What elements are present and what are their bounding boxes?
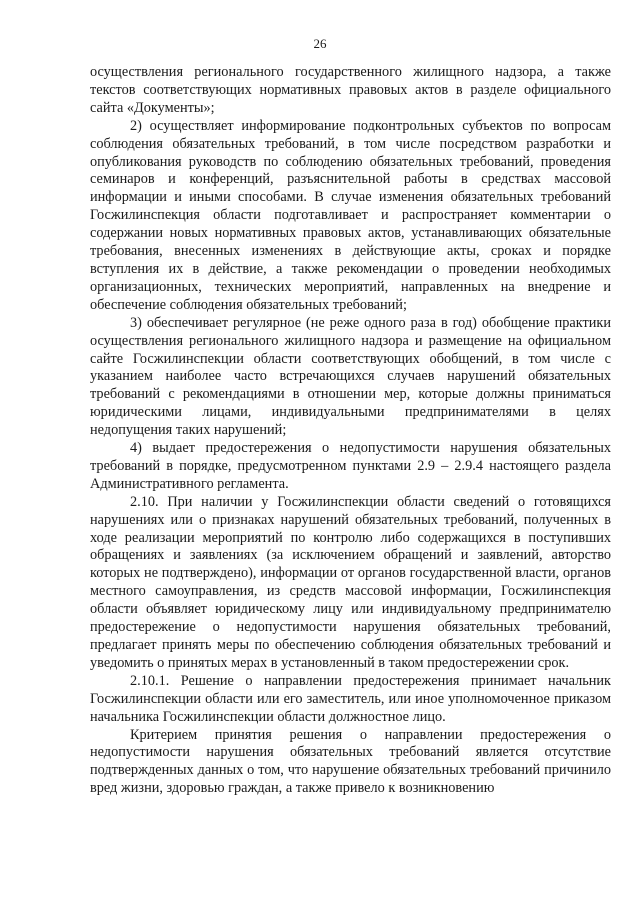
document-body xyxy=(90,64,611,798)
paragraph-continuation: осуществления регионального государственного жилищного надзора, а также текстов соответствующих нормативных правовых актов в разделе официального сайта «Документы»; xyxy=(90,64,611,116)
paragraph-section-2-10: 2.10. При наличии у Госжилинспекции области сведений о готовящихся нарушениях или о признаках нарушений обязательных требований, полученных в ходе реализации мероприятий по контролю либо содержащихся в поступивших обращениях и заявлениях (за исключением обращений и заявлений, авторство которых не подтверждено), информации от органов государственной власти, органов местного самоуправления, из средств массовой информации, Госжилинспекция области объявляет юридическому лицу или индивидуальному предпринимателю предостережение о недопустимости нарушения обязательных требований, предлагает принять меры по обеспечению соблюдения обязательных требований и уведомить о принятых мерах в установленный в таком предостережении срок. xyxy=(90,493,611,671)
paragraph-section-2-10-1: 2.10.1. Решение о направлении предостережения принимает начальник Госжилинспекции области или его заместитель, или иное уполномоченное приказом начальника Госжилинспекции области должностное лицо. xyxy=(90,672,611,725)
paragraph-criterion: Критерием принятия решения о направлении предостережения о недопустимости нарушения обязательных требований является отсутствие подтвержденных данных о том, что нарушение обязательных требований причинило вред жизни, здоровью граждан, а также привело к возникновению xyxy=(90,726,611,797)
paragraph-item-2: 2) осуществляет информирование подконтрольных субъектов по вопросам соблюдения обязательных требований, в том числе посредством разработки и опубликования руководств по соблюдению обязательных требований, проведения семинаров и конференций, разъяснительной работы в средствах массовой информации и иными способами. В случае изменения обязательных требований Госжилинспекция области подготавливает и распространяет комментарии о содержании новых нормативных правовых актов, устанавливающих обязательные требования, внесенных изменениях в действующие акты, сроках и порядке вступления их в действие, а также рекомендации о проведении необходимых организационных, технических мероприятий, направленных на внедрение и обеспечение соблюдения обязательных требований; xyxy=(90,117,611,313)
paragraph-item-3: 3) обеспечивает регулярное (не реже одного раза в год) обобщение практики осуществления регионального жилищного надзора и размещение на официальном сайте Госжилинспекции области соответствующих обобщений, в том числе с указанием наиболее часто встречающихся случаев нарушений обязательных требований с рекомендациями в отношении мер, которые должны приниматься юридическими лицами, индивидуальными предпринимателями в целях недопущения таких нарушений; xyxy=(90,314,611,439)
page-number: 26 xyxy=(313,36,327,51)
paragraph-item-4: 4) выдает предостережения о недопустимости нарушения обязательных требований в порядке, предусмотренном пунктами 2.9 – 2.9.4 настоящего раздела Административного регламента. xyxy=(90,440,611,492)
